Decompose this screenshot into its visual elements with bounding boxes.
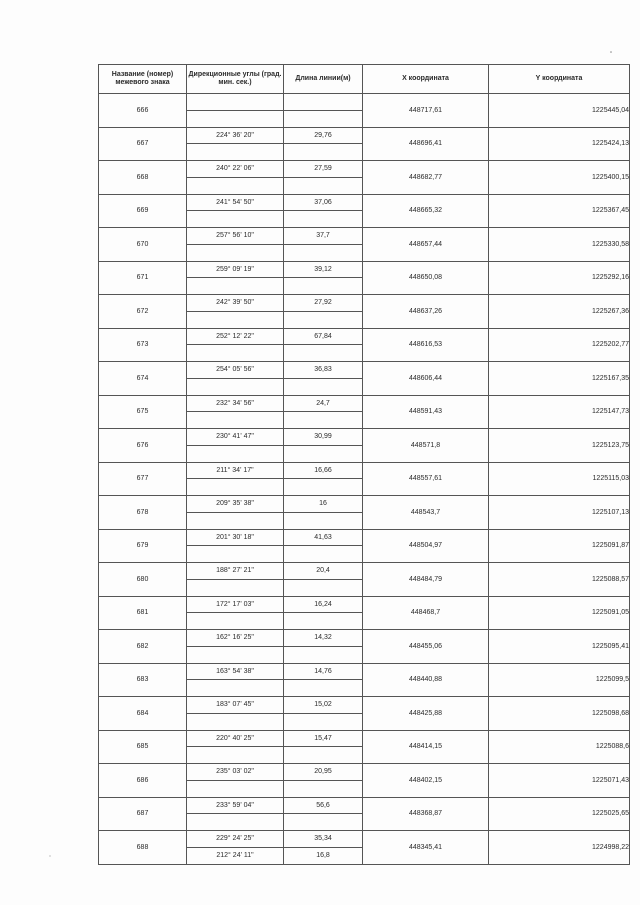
marker-name: 683 (99, 663, 187, 697)
marker-name: 667 (99, 127, 187, 161)
y-coordinate: 1225147,73 (489, 395, 630, 429)
line-length: 16 (284, 496, 363, 513)
marker-name: 673 (99, 328, 187, 362)
header-x-coordinate: X координата (363, 65, 489, 94)
marker-name: 669 (99, 194, 187, 228)
line-length: 39,12 (284, 261, 363, 278)
y-coordinate: 1225088,57 (489, 563, 630, 597)
x-coordinate: 448402,15 (363, 764, 489, 798)
y-coordinate: 1225025,65 (489, 797, 630, 831)
marker-name: 666 (99, 94, 187, 128)
direction-angle: 201° 30' 18" (187, 529, 284, 546)
direction-angle: 240° 22' 06" (187, 161, 284, 178)
marker-name: 670 (99, 228, 187, 262)
direction-angle: 212° 24' 11" (187, 847, 284, 864)
marker-name: 685 (99, 730, 187, 764)
x-coordinate: 448414,15 (363, 730, 489, 764)
x-coordinate: 448440,88 (363, 663, 489, 697)
line-length: 37,06 (284, 194, 363, 211)
marker-name: 688 (99, 831, 187, 865)
y-coordinate: 1225095,41 (489, 630, 630, 664)
x-coordinate: 448657,44 (363, 228, 489, 262)
direction-angle: 230° 41' 47" (187, 429, 284, 446)
line-length: 29,76 (284, 127, 363, 144)
direction-angle: 242° 39' 50" (187, 295, 284, 312)
marker-name: 678 (99, 496, 187, 530)
direction-angle: 224° 36' 20" (187, 127, 284, 144)
line-length: 24,7 (284, 395, 363, 412)
marker-name: 679 (99, 529, 187, 563)
y-coordinate: 1225107,13 (489, 496, 630, 530)
marker-name: 672 (99, 295, 187, 329)
x-coordinate: 448682,77 (363, 161, 489, 195)
marker-name: 675 (99, 395, 187, 429)
x-coordinate: 448468,7 (363, 596, 489, 630)
header-y-coordinate: Y координата (489, 65, 630, 94)
header-line-length: Длина линии(м) (284, 65, 363, 94)
direction-angle: 209° 35' 38" (187, 496, 284, 513)
line-length: 67,84 (284, 328, 363, 345)
direction-angle: 162° 16' 25" (187, 630, 284, 647)
marker-name: 668 (99, 161, 187, 195)
line-length: 27,92 (284, 295, 363, 312)
line-length: 15,47 (284, 730, 363, 747)
y-coordinate: 1225292,16 (489, 261, 630, 295)
x-coordinate: 448543,7 (363, 496, 489, 530)
y-coordinate: 1225071,43 (489, 764, 630, 798)
y-coordinate: 1225099,5 (489, 663, 630, 697)
direction-angle: 252° 12' 22" (187, 328, 284, 345)
y-coordinate: 1225091,87 (489, 529, 630, 563)
direction-angle: 259° 09' 19" (187, 261, 284, 278)
line-length: 14,32 (284, 630, 363, 647)
x-coordinate: 448696,41 (363, 127, 489, 161)
x-coordinate: 448368,87 (363, 797, 489, 831)
y-coordinate: 1224998,22 (489, 831, 630, 865)
x-coordinate: 448455,06 (363, 630, 489, 664)
marker-name: 676 (99, 429, 187, 463)
line-length: 30,99 (284, 429, 363, 446)
x-coordinate: 448665,32 (363, 194, 489, 228)
y-coordinate: 1225167,35 (489, 362, 630, 396)
line-length: 16,66 (284, 462, 363, 479)
y-coordinate: 1225088,6 (489, 730, 630, 764)
line-length: 16,24 (284, 596, 363, 613)
direction-angle: 241° 54' 50" (187, 194, 284, 211)
line-length: 35,34 (284, 831, 363, 848)
y-coordinate: 1225202,77 (489, 328, 630, 362)
marker-name: 687 (99, 797, 187, 831)
marker-name: 674 (99, 362, 187, 396)
y-coordinate: 1225098,68 (489, 697, 630, 731)
marker-name: 684 (99, 697, 187, 731)
y-coordinate: 1225367,45 (489, 194, 630, 228)
line-length: 56,6 (284, 797, 363, 814)
direction-angle: 233° 59' 04" (187, 797, 284, 814)
y-coordinate: 1225400,15 (489, 161, 630, 195)
line-length: 14,76 (284, 663, 363, 680)
marker-name: 677 (99, 462, 187, 496)
line-length: 20,4 (284, 563, 363, 580)
direction-angle: 229° 24' 25" (187, 831, 284, 848)
direction-angle: 257° 56' 10" (187, 228, 284, 245)
line-length: 41,63 (284, 529, 363, 546)
header-direction-angle: Дирекционные углы (град. мин. сек.) (187, 65, 284, 94)
marker-name: 682 (99, 630, 187, 664)
direction-angle: 211° 34' 17" (187, 462, 284, 479)
y-coordinate: 1225330,58 (489, 228, 630, 262)
header-marker-name: Название (номер) межевого знака (99, 65, 187, 94)
y-coordinate: 1225424,13 (489, 127, 630, 161)
y-coordinate: 1225445,04 (489, 94, 630, 128)
direction-angle: 220° 40' 25" (187, 730, 284, 747)
x-coordinate: 448606,44 (363, 362, 489, 396)
direction-angle: 235° 03' 02" (187, 764, 284, 781)
direction-angle: 254° 05' 56" (187, 362, 284, 379)
direction-angle: 163° 54' 38" (187, 663, 284, 680)
marker-name: 680 (99, 563, 187, 597)
direction-angle: 172° 17' 03" (187, 596, 284, 613)
line-length: 37,7 (284, 228, 363, 245)
line-length: 27,59 (284, 161, 363, 178)
x-coordinate: 448425,88 (363, 697, 489, 731)
direction-angle: 183° 07' 45" (187, 697, 284, 714)
line-length: 36,83 (284, 362, 363, 379)
y-coordinate: 1225115,03 (489, 462, 630, 496)
x-coordinate: 448616,53 (363, 328, 489, 362)
direction-angle: 188° 27' 21" (187, 563, 284, 580)
direction-angle: 232° 34' 56" (187, 395, 284, 412)
x-coordinate: 448345,41 (363, 831, 489, 865)
line-length: 15,02 (284, 697, 363, 714)
marker-name: 671 (99, 261, 187, 295)
x-coordinate: 448591,43 (363, 395, 489, 429)
x-coordinate: 448717,61 (363, 94, 489, 128)
line-length: 20,95 (284, 764, 363, 781)
marker-name: 686 (99, 764, 187, 798)
x-coordinate: 448650,08 (363, 261, 489, 295)
y-coordinate: 1225267,36 (489, 295, 630, 329)
line-length: 16,8 (284, 847, 363, 864)
x-coordinate: 448637,26 (363, 295, 489, 329)
x-coordinate: 448571,8 (363, 429, 489, 463)
x-coordinate: 448484,79 (363, 563, 489, 597)
x-coordinate: 448557,61 (363, 462, 489, 496)
x-coordinate: 448504,97 (363, 529, 489, 563)
y-coordinate: 1225091,05 (489, 596, 630, 630)
y-coordinate: 1225123,75 (489, 429, 630, 463)
marker-name: 681 (99, 596, 187, 630)
